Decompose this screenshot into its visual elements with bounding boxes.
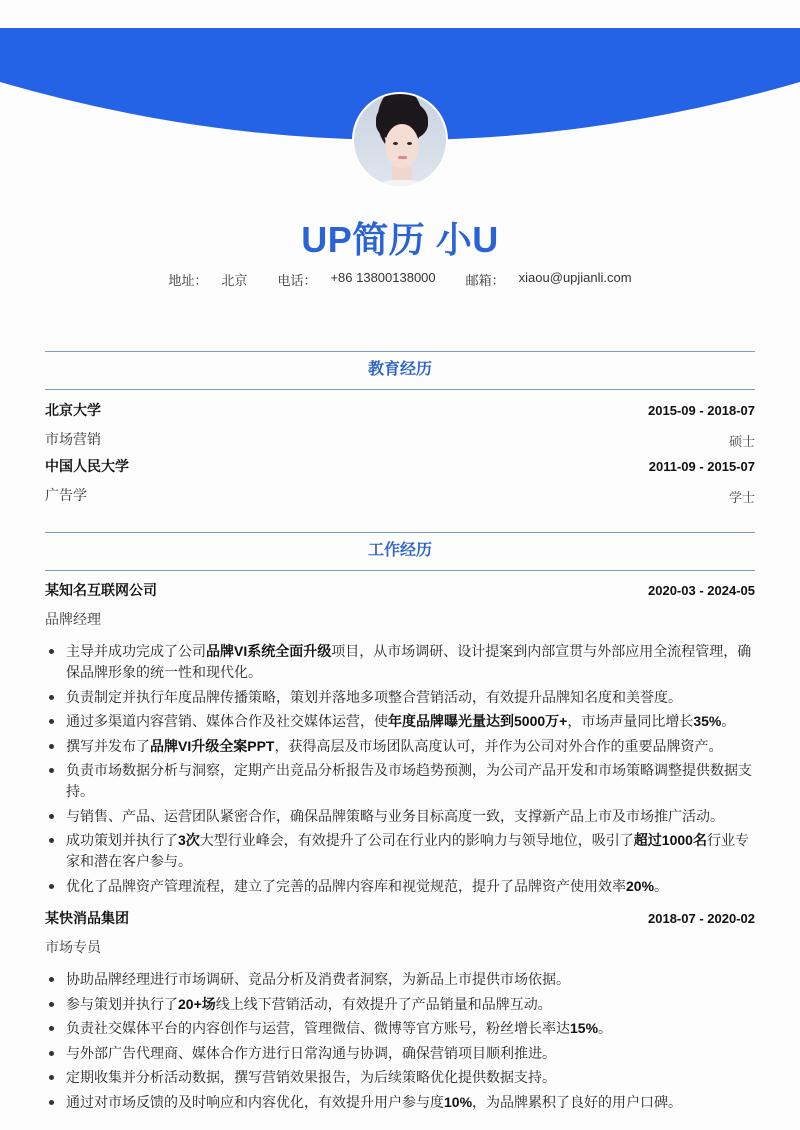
job-title: 品牌经理 xyxy=(45,611,101,627)
work-bullets xyxy=(45,641,755,897)
bullet-text: 通过对市场反馈的及时响应和内容优化，有效提升用户参与度 xyxy=(66,1093,444,1110)
contact-email-label: 邮箱： xyxy=(465,273,505,288)
bullet-text: 协助品牌经理进行市场调研、竞品分析及消费者洞察，为新品上市提供市场依据。 xyxy=(66,971,570,987)
bullet-item xyxy=(45,1043,755,1064)
avatar-mouth xyxy=(398,156,407,159)
bullet-text: 大型行业峰会，有效提升了公司在行业内的影响力与领导地位，吸引了 xyxy=(199,832,634,848)
bullet-text: 与销售、产品、运营团队紧密合作，确保品牌策略与业务目标高度一致，支撑新产品上市及市场推广活动。 xyxy=(66,807,724,824)
contact-address-value: 北京 xyxy=(221,273,248,288)
job-title: 市场专员 xyxy=(45,939,101,955)
education-date: 2015-09 - 2018-07 xyxy=(648,403,755,418)
bullet-text: 负责市场数据分析与洞察，定期产出竞品分析报告及市场趋势预测，为公司产品开发和市场策略调整提供数据支持。 xyxy=(66,762,752,799)
bullet-item xyxy=(45,806,755,827)
contact-address-label: 地址： xyxy=(168,273,208,288)
bullet-text: 主导并成功完成了公司 xyxy=(66,643,206,659)
bullet-text: 参与策划并执行了 xyxy=(66,995,178,1012)
bullet-item xyxy=(45,994,755,1015)
bullet-text: 。 xyxy=(721,713,736,729)
avatar-face xyxy=(385,124,419,168)
education-major: 广告学 xyxy=(45,487,87,503)
highlight-text: 20+场 xyxy=(178,995,216,1012)
bullet-item xyxy=(45,969,755,990)
bullet-item xyxy=(45,1067,755,1088)
contact-phone-label: 电话： xyxy=(277,273,317,288)
contact-address xyxy=(168,270,247,289)
bullet-text: ，获得高层及市场团队高度认可，并作为公司对外合作的重要品牌资产。 xyxy=(274,737,723,754)
section-title-education: 教育经历 xyxy=(45,351,755,390)
bullet-text: 通过多渠道内容营销、媒体合作及社交媒体运营，使 xyxy=(66,713,388,729)
avatar-eye-right xyxy=(407,142,412,145)
bullet-text: 项目，从市场调研、设计提案到内部宣贯与外部应用全流程管理，确保品牌形象的统一性和现代化。 xyxy=(66,643,752,680)
school-name: 中国人民大学 xyxy=(45,458,129,474)
avatar xyxy=(352,92,448,188)
avatar-collar xyxy=(376,180,428,188)
contact-info xyxy=(0,270,800,289)
work-date: 2018-07 - 2020-02 xyxy=(648,911,755,926)
work-date: 2020-03 - 2024-05 xyxy=(648,583,755,598)
work-entry xyxy=(45,908,755,1116)
highlight-text: 超过1000名 xyxy=(633,832,707,848)
education-entry xyxy=(45,456,755,506)
avatar-eye-left xyxy=(393,142,398,145)
company-name: 某知名互联网公司 xyxy=(45,582,157,598)
education-date: 2011-09 - 2015-07 xyxy=(648,459,755,474)
bullet-text: 行业专家和潜在客户参与。 xyxy=(66,832,749,869)
education-major: 市场营销 xyxy=(45,431,101,447)
highlight-text: 10% xyxy=(444,1093,473,1110)
company-name: 某快消品集团 xyxy=(45,910,129,926)
bullet-item xyxy=(45,687,755,708)
bullet-text: 负责制定并执行年度品牌传播策略，策划并落地多项整合营销活动，有效提升品牌知名度和美誉度。 xyxy=(66,688,682,705)
highlight-text: 年度品牌曝光量达到5000万+ xyxy=(388,713,568,729)
bullet-text: ，为品牌累积了良好的用户口碑。 xyxy=(472,1093,683,1110)
contact-email xyxy=(466,270,632,289)
education-degree: 学士 xyxy=(728,490,755,505)
bullet-item xyxy=(45,1092,755,1113)
bullet-text: 。 xyxy=(654,877,669,894)
section-title-work: 工作经历 xyxy=(45,532,755,571)
work-entry xyxy=(45,580,755,900)
bullet-text: 与外部广告代理商、媒体合作方进行日常沟通与协调，确保营销项目顺利推进。 xyxy=(66,1044,556,1061)
bullet-text: 定期收集并分析活动数据，撰写营销效果报告，为后续策略优化提供数据支持。 xyxy=(66,1069,556,1085)
bullet-text: 。 xyxy=(598,1020,613,1036)
bullet-text: 优化了品牌资产管理流程，建立了完善的品牌内容库和视觉规范，提升了品牌资产使用效率 xyxy=(66,877,626,894)
bullet-item xyxy=(45,1018,755,1039)
bullet-text: ，市场声量同比增长 xyxy=(567,713,694,729)
bullet-item xyxy=(45,876,755,897)
contact-phone xyxy=(277,270,435,289)
bullet-text: 撰写并发布了 xyxy=(66,737,150,754)
bullet-text: 负责社交媒体平台的内容创作与运营，管理微信、微博等官方账号，粉丝增长率达 xyxy=(66,1020,570,1036)
bullet-text: 线上线下营销活动，有效提升了产品销量和品牌互动。 xyxy=(215,995,552,1012)
highlight-text: 品牌VI升级全案PPT xyxy=(150,737,275,754)
bullet-text: 成功策划并执行了 xyxy=(66,832,178,848)
resume-name: UP简历 小U xyxy=(301,219,499,260)
bullet-item xyxy=(45,830,755,872)
highlight-text: 35% xyxy=(693,713,722,729)
highlight-text: 品牌VI系统全面升级 xyxy=(206,643,332,659)
education-entry xyxy=(45,400,755,450)
bullet-item xyxy=(45,711,755,732)
highlight-text: 15% xyxy=(570,1020,599,1036)
contact-phone-value: +86 13800138000 xyxy=(330,270,436,285)
school-name: 北京大学 xyxy=(45,402,101,418)
education-degree: 硕士 xyxy=(728,434,755,449)
highlight-text: 20% xyxy=(626,877,655,894)
bullet-item xyxy=(45,736,755,757)
work-bullets xyxy=(45,969,755,1113)
contact-email-value[interactable]: xiaou@upjianli.com xyxy=(518,270,632,285)
bullet-item xyxy=(45,760,755,802)
highlight-text: 3次 xyxy=(178,832,200,848)
bullet-item xyxy=(45,641,755,683)
